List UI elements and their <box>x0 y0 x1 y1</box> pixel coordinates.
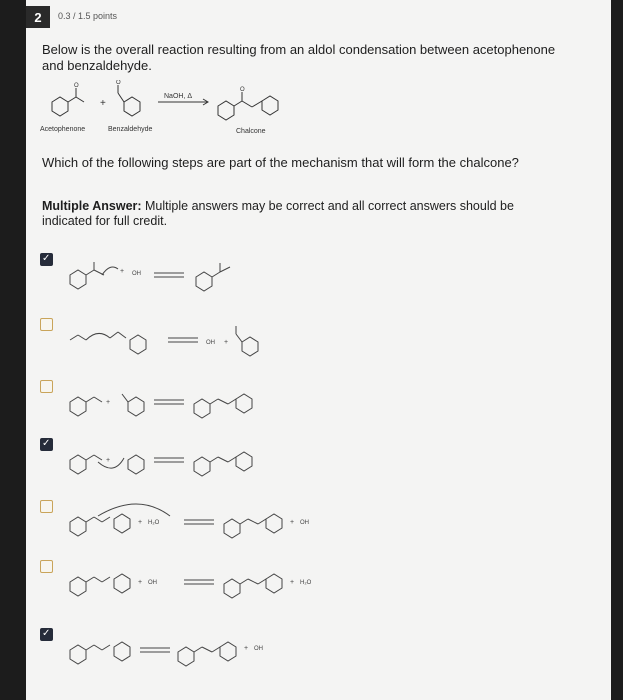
option-structure <box>58 438 318 488</box>
option-structure <box>58 380 318 430</box>
option-reagent: OH <box>148 580 157 586</box>
option-reagent: OH <box>132 271 141 277</box>
option-structure <box>58 560 338 610</box>
answer-option-6[interactable] <box>40 560 340 615</box>
option-structure <box>58 628 318 678</box>
option-checkbox[interactable] <box>40 380 53 393</box>
option-byproduct: H₂O <box>300 580 312 586</box>
svg-text:+: + <box>138 579 143 586</box>
option-structure <box>58 318 318 368</box>
overall-reaction-scheme <box>30 80 330 140</box>
instruction-text: Multiple answers may be correct and all correct answers should be indicated for full credit. <box>42 199 514 228</box>
svg-text:O: O <box>116 80 121 86</box>
chalcone-label: Chalcone <box>236 128 266 135</box>
option-structure <box>58 253 318 303</box>
svg-text:+: + <box>290 519 295 526</box>
svg-text:+: + <box>106 399 111 406</box>
svg-text:+: + <box>138 519 143 526</box>
question-intro: Below is the overall reaction resulting from an aldol condensation between acetophenone and benzaldehyde. <box>42 42 556 73</box>
answer-option-2[interactable] <box>40 318 340 373</box>
benzaldehyde-label: Benzaldehyde <box>108 126 153 133</box>
option-checkbox[interactable]: ✓ <box>40 628 53 641</box>
option-checkbox[interactable] <box>40 500 53 513</box>
option-byproduct: OH <box>300 520 309 526</box>
answer-option-5[interactable] <box>40 500 340 555</box>
answer-option-3[interactable] <box>40 380 340 435</box>
option-checkbox[interactable]: ✓ <box>40 253 53 266</box>
option-byproduct: OH <box>206 340 215 346</box>
svg-text:O: O <box>74 83 79 89</box>
svg-text:+: + <box>120 268 125 275</box>
question-prompt: Which of the following steps are part of the mechanism that will form the chalcone? <box>42 155 519 170</box>
svg-text:+: + <box>244 645 249 652</box>
points-label: 0.3 / 1.5 points <box>58 11 118 21</box>
instructions <box>42 199 562 229</box>
svg-text:+: + <box>290 579 295 586</box>
option-structure <box>58 500 338 550</box>
option-checkbox[interactable] <box>40 560 53 573</box>
reaction-conditions: NaOH, Δ <box>164 93 193 100</box>
acetophenone-label: Acetophenone <box>40 126 86 133</box>
answer-option-7[interactable] <box>40 628 340 683</box>
svg-text:O: O <box>240 87 245 93</box>
option-byproduct: OH <box>254 646 263 652</box>
svg-text:+: + <box>224 339 229 346</box>
answer-option-1[interactable] <box>40 253 340 308</box>
option-reagent: H₂O <box>148 520 160 526</box>
svg-text:+: + <box>100 98 106 109</box>
answer-option-4[interactable] <box>40 438 340 493</box>
question-number: 2 <box>26 6 50 28</box>
instruction-bold: Multiple Answer: <box>42 199 142 213</box>
option-checkbox[interactable]: ✓ <box>40 438 53 451</box>
svg-text:+: + <box>106 457 111 464</box>
option-checkbox[interactable] <box>40 318 53 331</box>
